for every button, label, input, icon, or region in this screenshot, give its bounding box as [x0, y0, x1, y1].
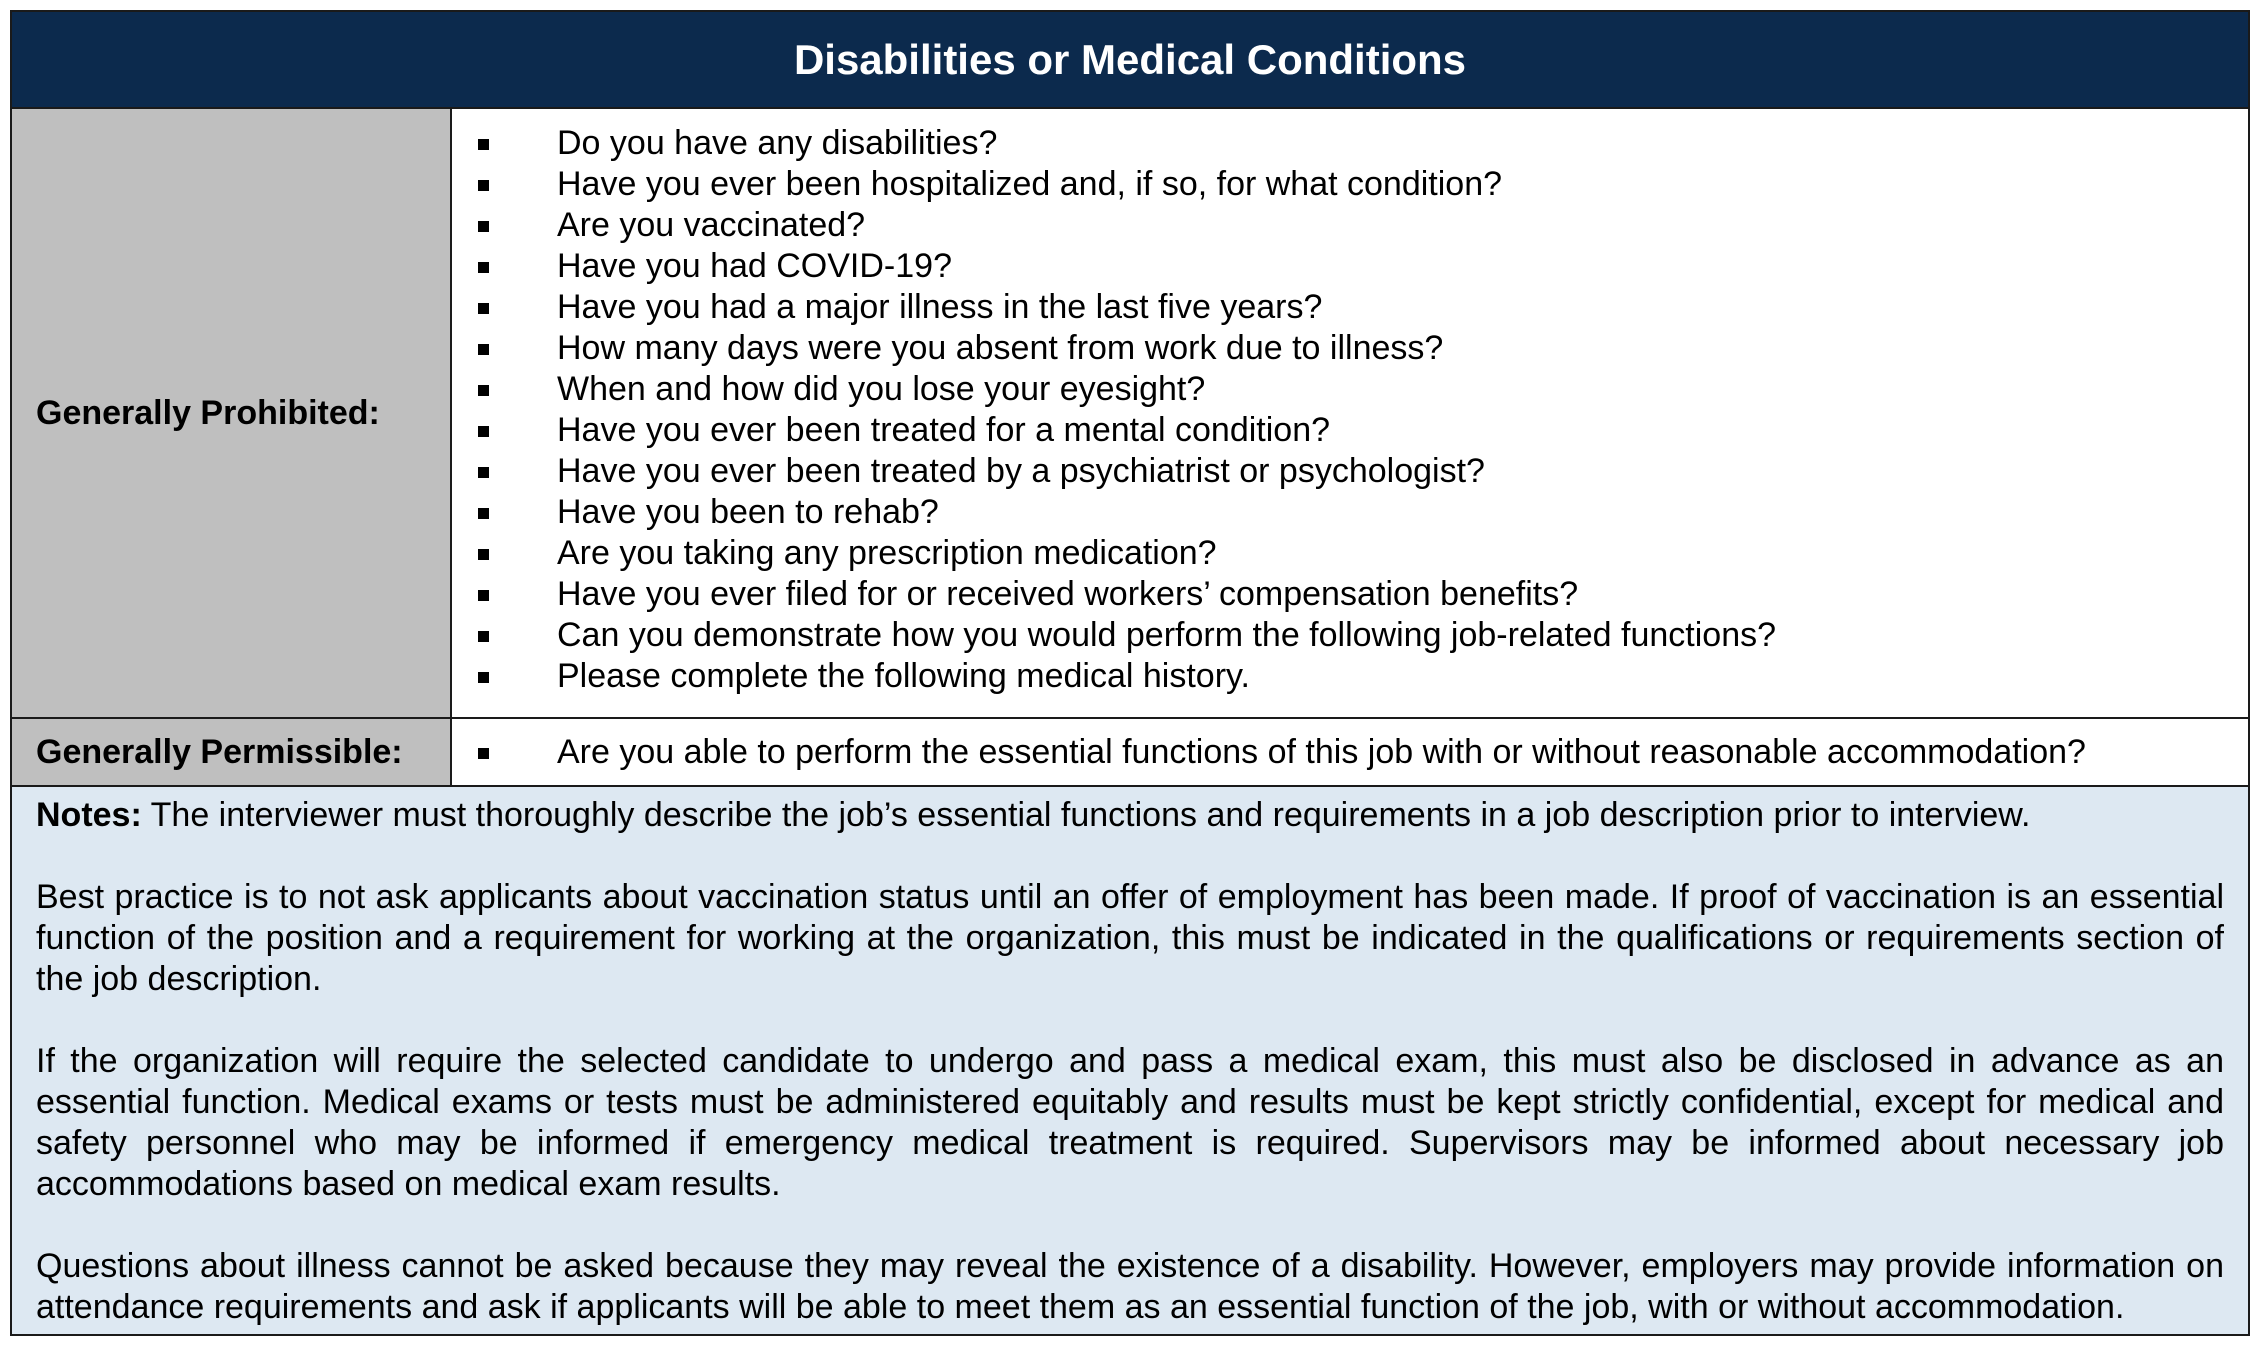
question-text: Are you able to perform the essential functions of this job with or without reasonable accommodation?: [557, 732, 2086, 771]
bullet-square-icon: [452, 297, 557, 319]
question-text: When and how did you lose your eyesight?: [557, 370, 1206, 408]
bullet-square-icon: [452, 502, 557, 524]
bullet-square-icon: [452, 379, 557, 401]
list-item: [452, 656, 2248, 697]
notes-label: Notes:: [36, 796, 142, 834]
list-item: [452, 246, 2248, 287]
question-text: How many days were you absent from work due to illness?: [557, 329, 1444, 367]
list-item: [452, 732, 2086, 773]
list-item: [452, 615, 2248, 656]
notes-section: [12, 787, 2248, 1334]
permissible-question-list: [452, 732, 2086, 773]
list-item: [452, 164, 2248, 205]
question-text: Have you ever been treated for a mental condition?: [557, 411, 1331, 449]
bullet-square-icon: [452, 543, 557, 565]
bullet-square-icon: [452, 256, 557, 278]
bullet-square-icon: [452, 133, 557, 155]
question-text: Do you have any disabilities?: [557, 124, 998, 162]
list-item: [452, 328, 2248, 369]
notes-intro: [36, 795, 2224, 836]
permissible-questions-cell: [452, 719, 2248, 785]
list-item: [452, 574, 2248, 615]
table-title: Disabilities or Medical Conditions: [12, 12, 2248, 109]
bullet-square-icon: [452, 625, 557, 647]
bullet-square-icon: [452, 666, 557, 688]
bullet-square-icon: [452, 338, 557, 360]
list-item: [452, 533, 2248, 574]
bullet-square-icon: [452, 174, 557, 196]
prohibited-question-list: [452, 123, 2248, 697]
question-text: Have you ever been hospitalized and, if so, for what condition?: [557, 165, 1503, 203]
prohibited-questions-cell: [452, 109, 2248, 717]
list-item: [452, 451, 2248, 492]
notes-paragraph: Best practice is to not ask applicants about vaccination status until an offer of employment has been made. If proof of vaccination is an essential function of the position and a requirement for working at the organization, this must be indicated in the qualifications or requirements section of the job description.: [36, 878, 2224, 998]
bullet-square-icon: [452, 420, 557, 442]
question-text: Are you vaccinated?: [557, 206, 866, 244]
question-text: Have you been to rehab?: [557, 493, 939, 531]
question-text: Have you ever been treated by a psychiatrist or psychologist?: [557, 452, 1485, 490]
question-text: Are you taking any prescription medication?: [557, 534, 1217, 572]
question-text: Have you had COVID-19?: [557, 247, 952, 285]
notes-paragraph: Questions about illness cannot be asked because they may reveal the existence of a disability. However, employers may provide information on attendance requirements and ask if applicants will be able to meet them as an essential function of the job, with or without accommodation.: [36, 1247, 2224, 1326]
prohibited-label: Generally Prohibited:: [12, 109, 452, 717]
list-item: [452, 205, 2248, 246]
question-text: Can you demonstrate how you would perform the following job-related functions?: [557, 616, 1777, 654]
permissible-label: Generally Permissible:: [12, 719, 452, 785]
list-item: [452, 287, 2248, 328]
bullet-square-icon: [452, 584, 557, 606]
bullet-square-icon: [452, 215, 557, 237]
permissible-row: [12, 719, 2248, 787]
bullet-square-icon: [452, 461, 557, 483]
disabilities-table: [10, 10, 2250, 1336]
question-text: Have you had a major illness in the last five years?: [557, 288, 1323, 326]
question-text: Please complete the following medical history.: [557, 657, 1250, 695]
notes-paragraph: If the organization will require the selected candidate to undergo and pass a medical exam, this must also be disclosed in advance as an essential function. Medical exams or tests must be administered equitably and results must be kept strictly confidential, except for medical and safety personnel who may be informed if emergency medical treatment is required. Supervisors may be informed about necessary job accommodations based on medical exam results.: [36, 1042, 2224, 1203]
list-item: [452, 492, 2248, 533]
notes-intro-text: The interviewer must thoroughly describe the job’s essential functions and requirements in a job description prior to interview.: [150, 796, 2031, 834]
list-item: [452, 410, 2248, 451]
bullet-square-icon: [452, 741, 557, 763]
list-item: [452, 123, 2248, 164]
list-item: [452, 369, 2248, 410]
prohibited-row: [12, 109, 2248, 719]
question-text: Have you ever filed for or received workers’ compensation benefits?: [557, 575, 1579, 613]
